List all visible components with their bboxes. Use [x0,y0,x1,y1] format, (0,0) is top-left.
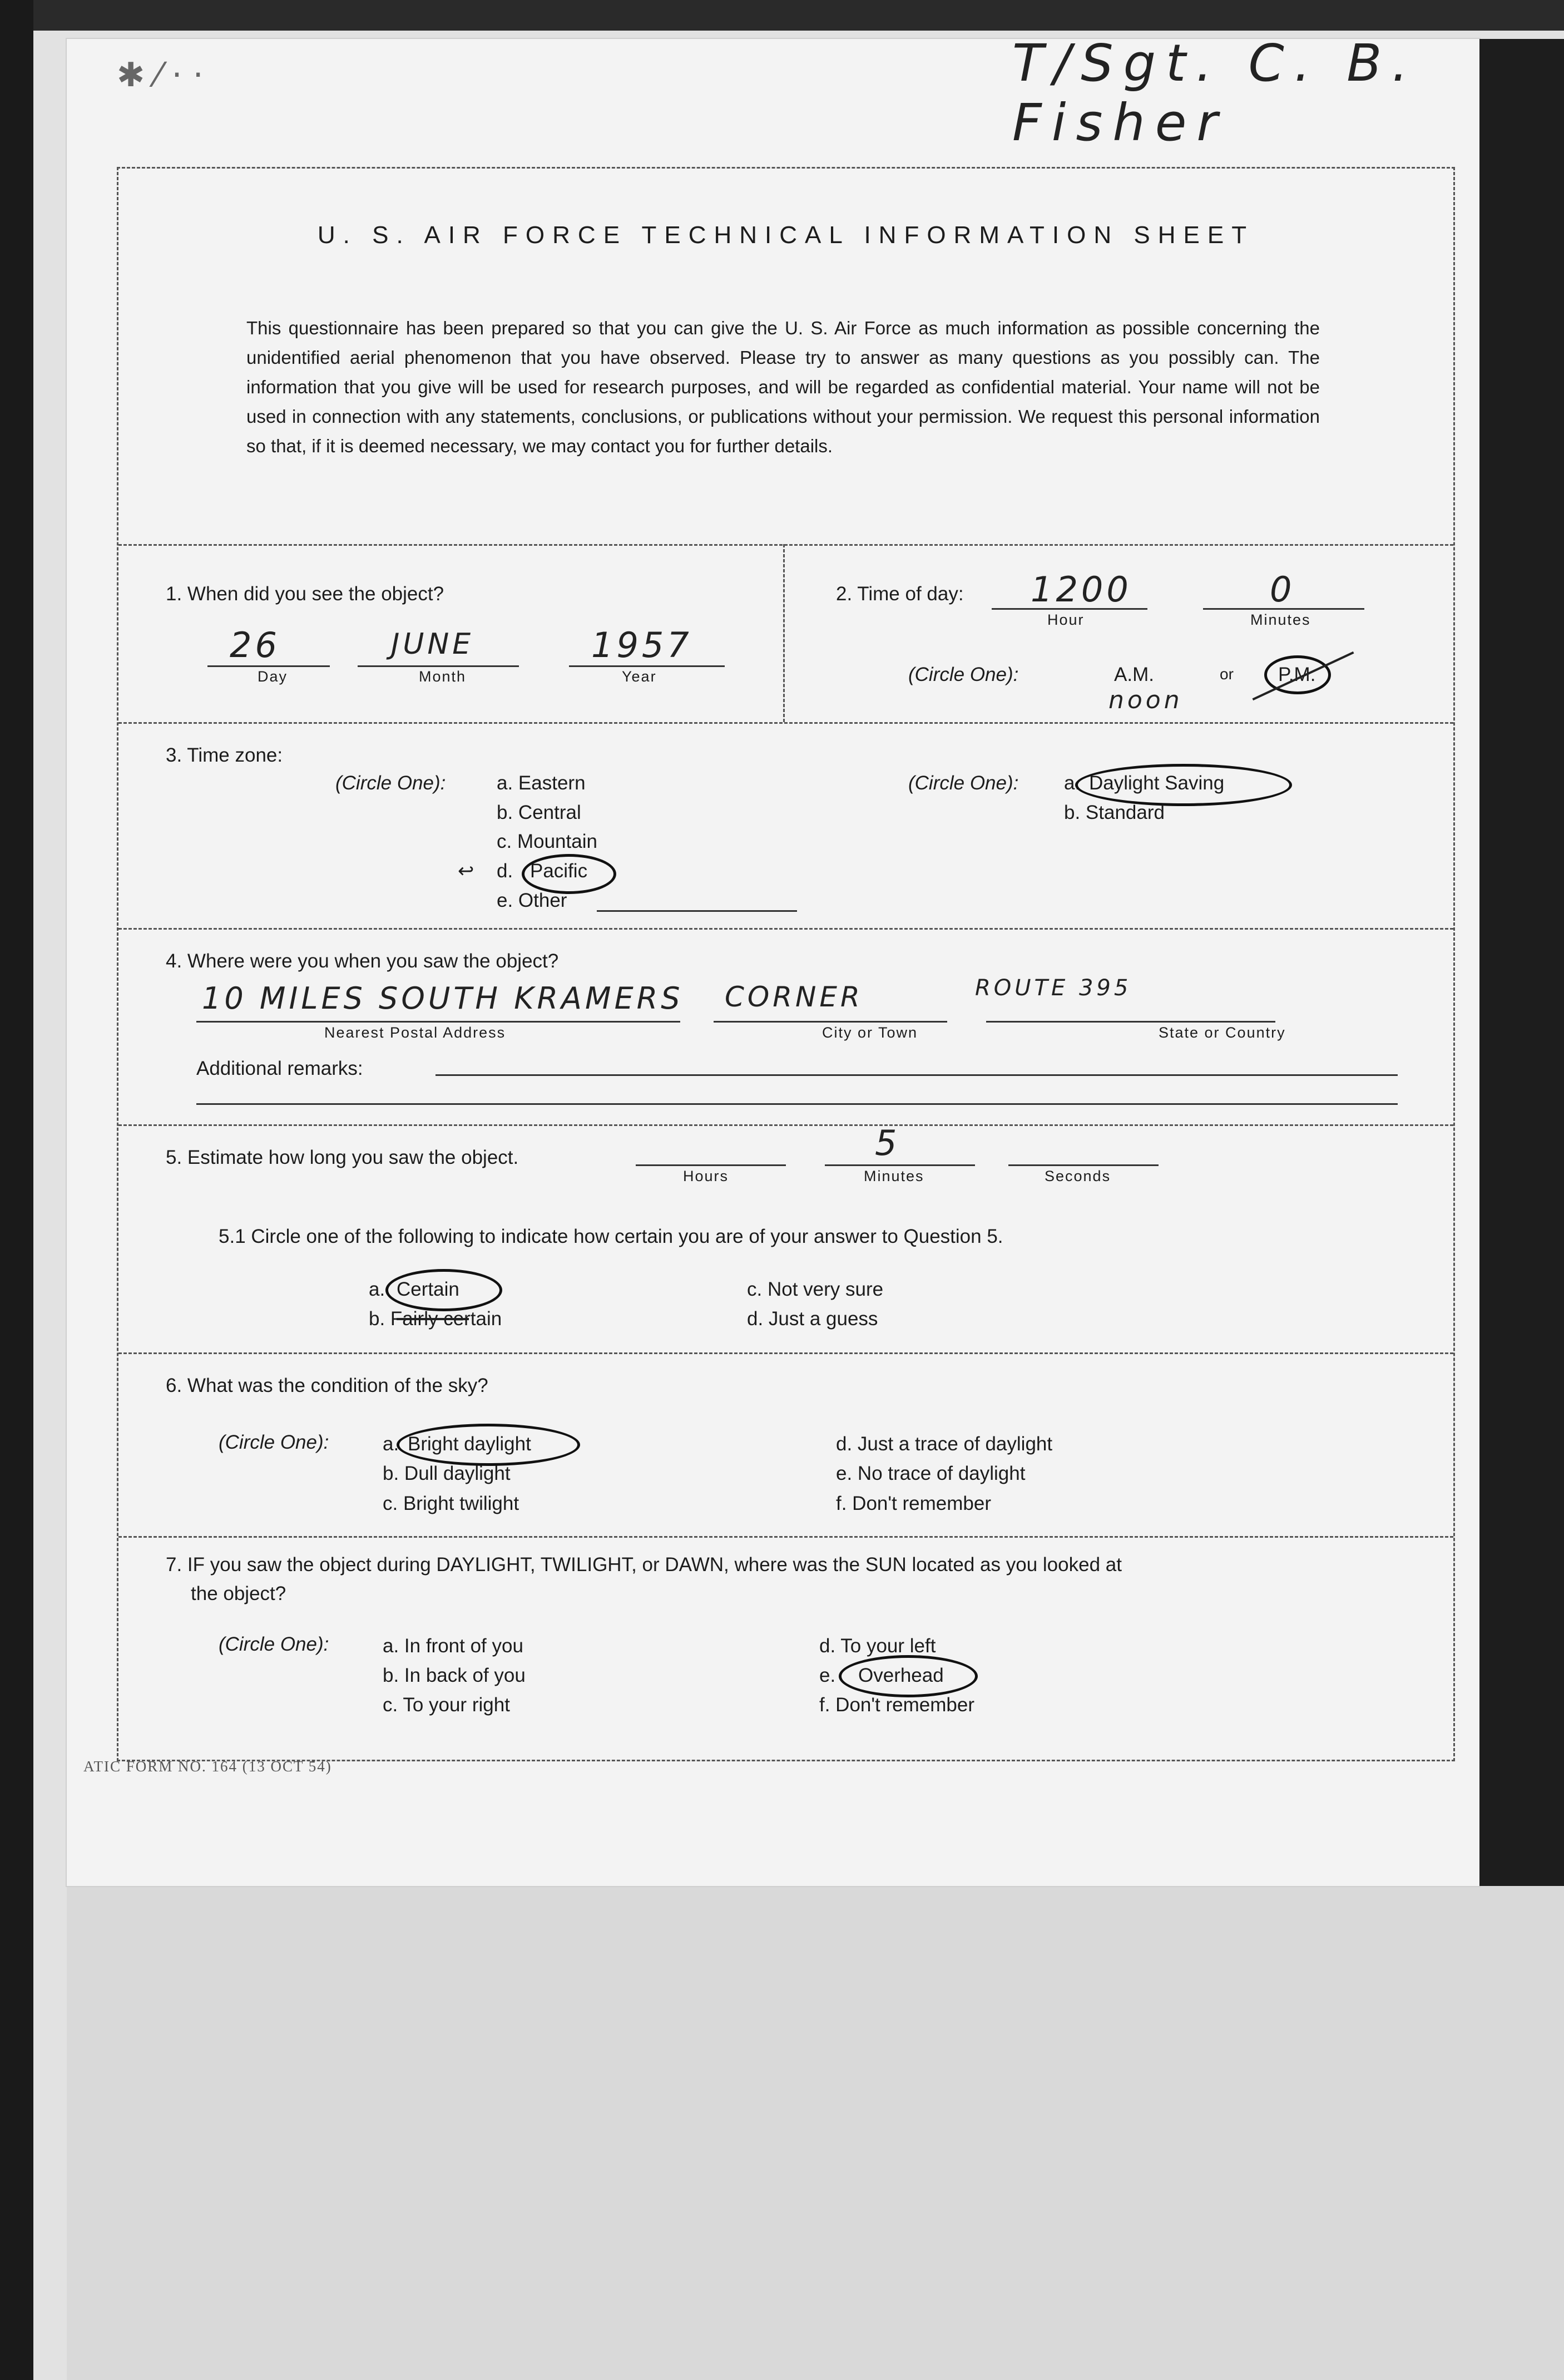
q5-certain: Certain [397,1278,459,1300]
q2-pm: P.M. [1278,664,1316,685]
q1-month-line [358,665,519,667]
q6-bright-twilight: c. Bright twilight [383,1493,519,1514]
q3-other: e. Other [497,890,567,911]
q5-fairly-strike [397,1318,469,1320]
corner-marks: ✱ ⁄ · · [117,56,204,95]
q4-question: 4. Where were you when you saw the object? [166,950,559,972]
q6-question: 6. What was the condition of the sky? [166,1375,488,1396]
q4-state-label: State or Country [1159,1024,1286,1041]
q1-day-value: 26 [230,625,280,665]
q3-circle-one-2: (Circle One): [908,772,1019,794]
q5-certain-letter: a. [369,1278,385,1300]
form-box [117,167,1455,1761]
q5-minutes-value: 5 [875,1123,900,1163]
q3-d-letter: d. [497,860,513,882]
q2-am: A.M. [1114,664,1154,685]
q3-saving-circle [1075,764,1292,806]
divider [118,1536,1453,1538]
q7-question-line2: the object? [191,1583,286,1604]
q5-just-a-guess: d. Just a guess [747,1308,878,1330]
divider-vertical [783,544,785,722]
q4-city-label: City or Town [822,1024,918,1041]
divider [118,1352,1453,1354]
film-top-edge [0,0,1564,31]
divider [118,928,1453,930]
q1-question: 1. When did you see the object? [166,583,444,605]
q2-noon-note: noon [1108,686,1183,714]
q5-hours-label: Hours [683,1168,729,1184]
q3-question: 3. Time zone: [166,744,283,766]
q2-minutes-line [1203,608,1364,610]
q5-question: 5. Estimate how long you saw the object. [166,1147,519,1168]
q1-month-value: JUNE [391,628,474,661]
q4-address-line [196,1021,680,1023]
q7-your-right: c. To your right [383,1694,510,1716]
q2-circle-one: (Circle One): [908,664,1019,685]
q6-bright-letter: a. [383,1433,399,1455]
q5-fairly-certain: b. Fairly certain [369,1308,502,1330]
q3-daylight-saving: Daylight Saving [1089,772,1225,794]
q2-minutes-value: 0 [1270,569,1295,610]
q4-address-label: Nearest Postal Address [324,1024,506,1041]
q4-address-value: 10 MILES SOUTH KRAMERS [202,981,684,1016]
q7-your-left: d. To your left [819,1635,936,1657]
divider [118,544,1453,546]
q1-month-label: Month [419,668,467,685]
q6-trace-daylight: d. Just a trace of daylight [836,1433,1053,1455]
q2-minutes-label: Minutes [1250,611,1311,628]
q2-hour-label: Hour [1047,611,1085,628]
q6-bright-circle [397,1424,580,1466]
q7-overhead-letter: e. [819,1665,836,1686]
q2-hour-value: 1200 [1031,569,1132,610]
q7-dont-remember: f. Don't remember [819,1694,974,1716]
intro-paragraph: This questionnaire has been prepared so that you can give the U. S. Air Force as much information as possible concerning the unidentified aerial phenomenon that you have observed. Please try to answer as many questions as you possibly can. The information that you give will be used for research purposes, and will be regarded as confidential material. Your name will not be used in connection with any statements, conclusions, or publications without your permission. We request this personal information so that, if it is deemed necessary, we may contact you for further details. [246,318,1320,456]
q1-day-line [207,665,330,667]
q1-day-label: Day [258,668,288,685]
q4-city-line [714,1021,947,1023]
q2-question: 2. Time of day: [836,583,964,605]
film-left-edge [0,0,33,2380]
q7-overhead-circle [839,1655,978,1697]
q6-dull-daylight: b. Dull daylight [383,1463,511,1484]
q3-other-line [597,910,797,912]
q3-pacific-arrow: ↩ [458,860,474,882]
q3-saving-letter: a. [1064,772,1081,794]
q3-standard: b. Standard [1064,802,1165,823]
q1-year-label: Year [622,668,657,685]
lower-paper [67,1886,1564,2380]
q5-seconds-line [1008,1164,1159,1166]
q7-in-back: b. In back of you [383,1665,526,1686]
form-number: ATIC FORM NO. 164 (13 OCT 54) [83,1758,332,1775]
q7-circle-one: (Circle One): [219,1633,329,1655]
q4-route-value: ROUTE 395 [975,975,1132,1001]
q3-pacific: Pacific [530,860,588,882]
q3-central: b. Central [497,802,581,823]
q2-or: or [1220,665,1234,683]
q5-not-very-sure: c. Not very sure [747,1278,884,1300]
q4-remarks-line-2 [196,1103,1398,1105]
q4-remarks-label: Additional remarks: [196,1058,363,1079]
q7-in-front: a. In front of you [383,1635,523,1657]
signature: T/Sgt. C. B. Fisher [1012,33,1418,152]
q6-dont-remember: f. Don't remember [836,1493,991,1514]
q4-city-value: CORNER [725,981,863,1013]
q5-hours-line [636,1164,786,1166]
q7-question-line1: 7. IF you saw the object during DAYLIGHT, TWILIGHT, or DAWN, where was the SUN located as you looked at [166,1554,1122,1576]
q4-state-line [986,1021,1275,1023]
q3-mountain: c. Mountain [497,831,597,852]
q1-year-value: 1957 [591,625,692,665]
q4-remarks-line [435,1074,1398,1076]
divider [118,722,1453,724]
q1-year-line [569,665,725,667]
q2-hour-line [992,608,1147,610]
q7-overhead: Overhead [858,1665,944,1686]
q6-circle-one: (Circle One): [219,1431,329,1453]
q3-circle-one: (Circle One): [335,772,446,794]
q5-minutes-label: Minutes [864,1168,924,1184]
form-title: U. S. AIR FORCE TECHNICAL INFORMATION SHEET [317,221,1255,249]
q6-no-trace: e. No trace of daylight [836,1463,1026,1484]
q5-minutes-line [825,1164,975,1166]
q5-certain-circle [385,1269,502,1311]
q5-seconds-label: Seconds [1045,1168,1111,1184]
q3-pacific-circle [522,854,616,894]
q3-eastern: a. Eastern [497,772,586,794]
divider [118,1124,1453,1126]
right-shadow [1479,39,1564,1886]
q6-bright-daylight: Bright daylight [408,1433,531,1455]
q5-sub-question: 5.1 Circle one of the following to indicate how certain you are of your answer to Question 5. [219,1226,1003,1247]
